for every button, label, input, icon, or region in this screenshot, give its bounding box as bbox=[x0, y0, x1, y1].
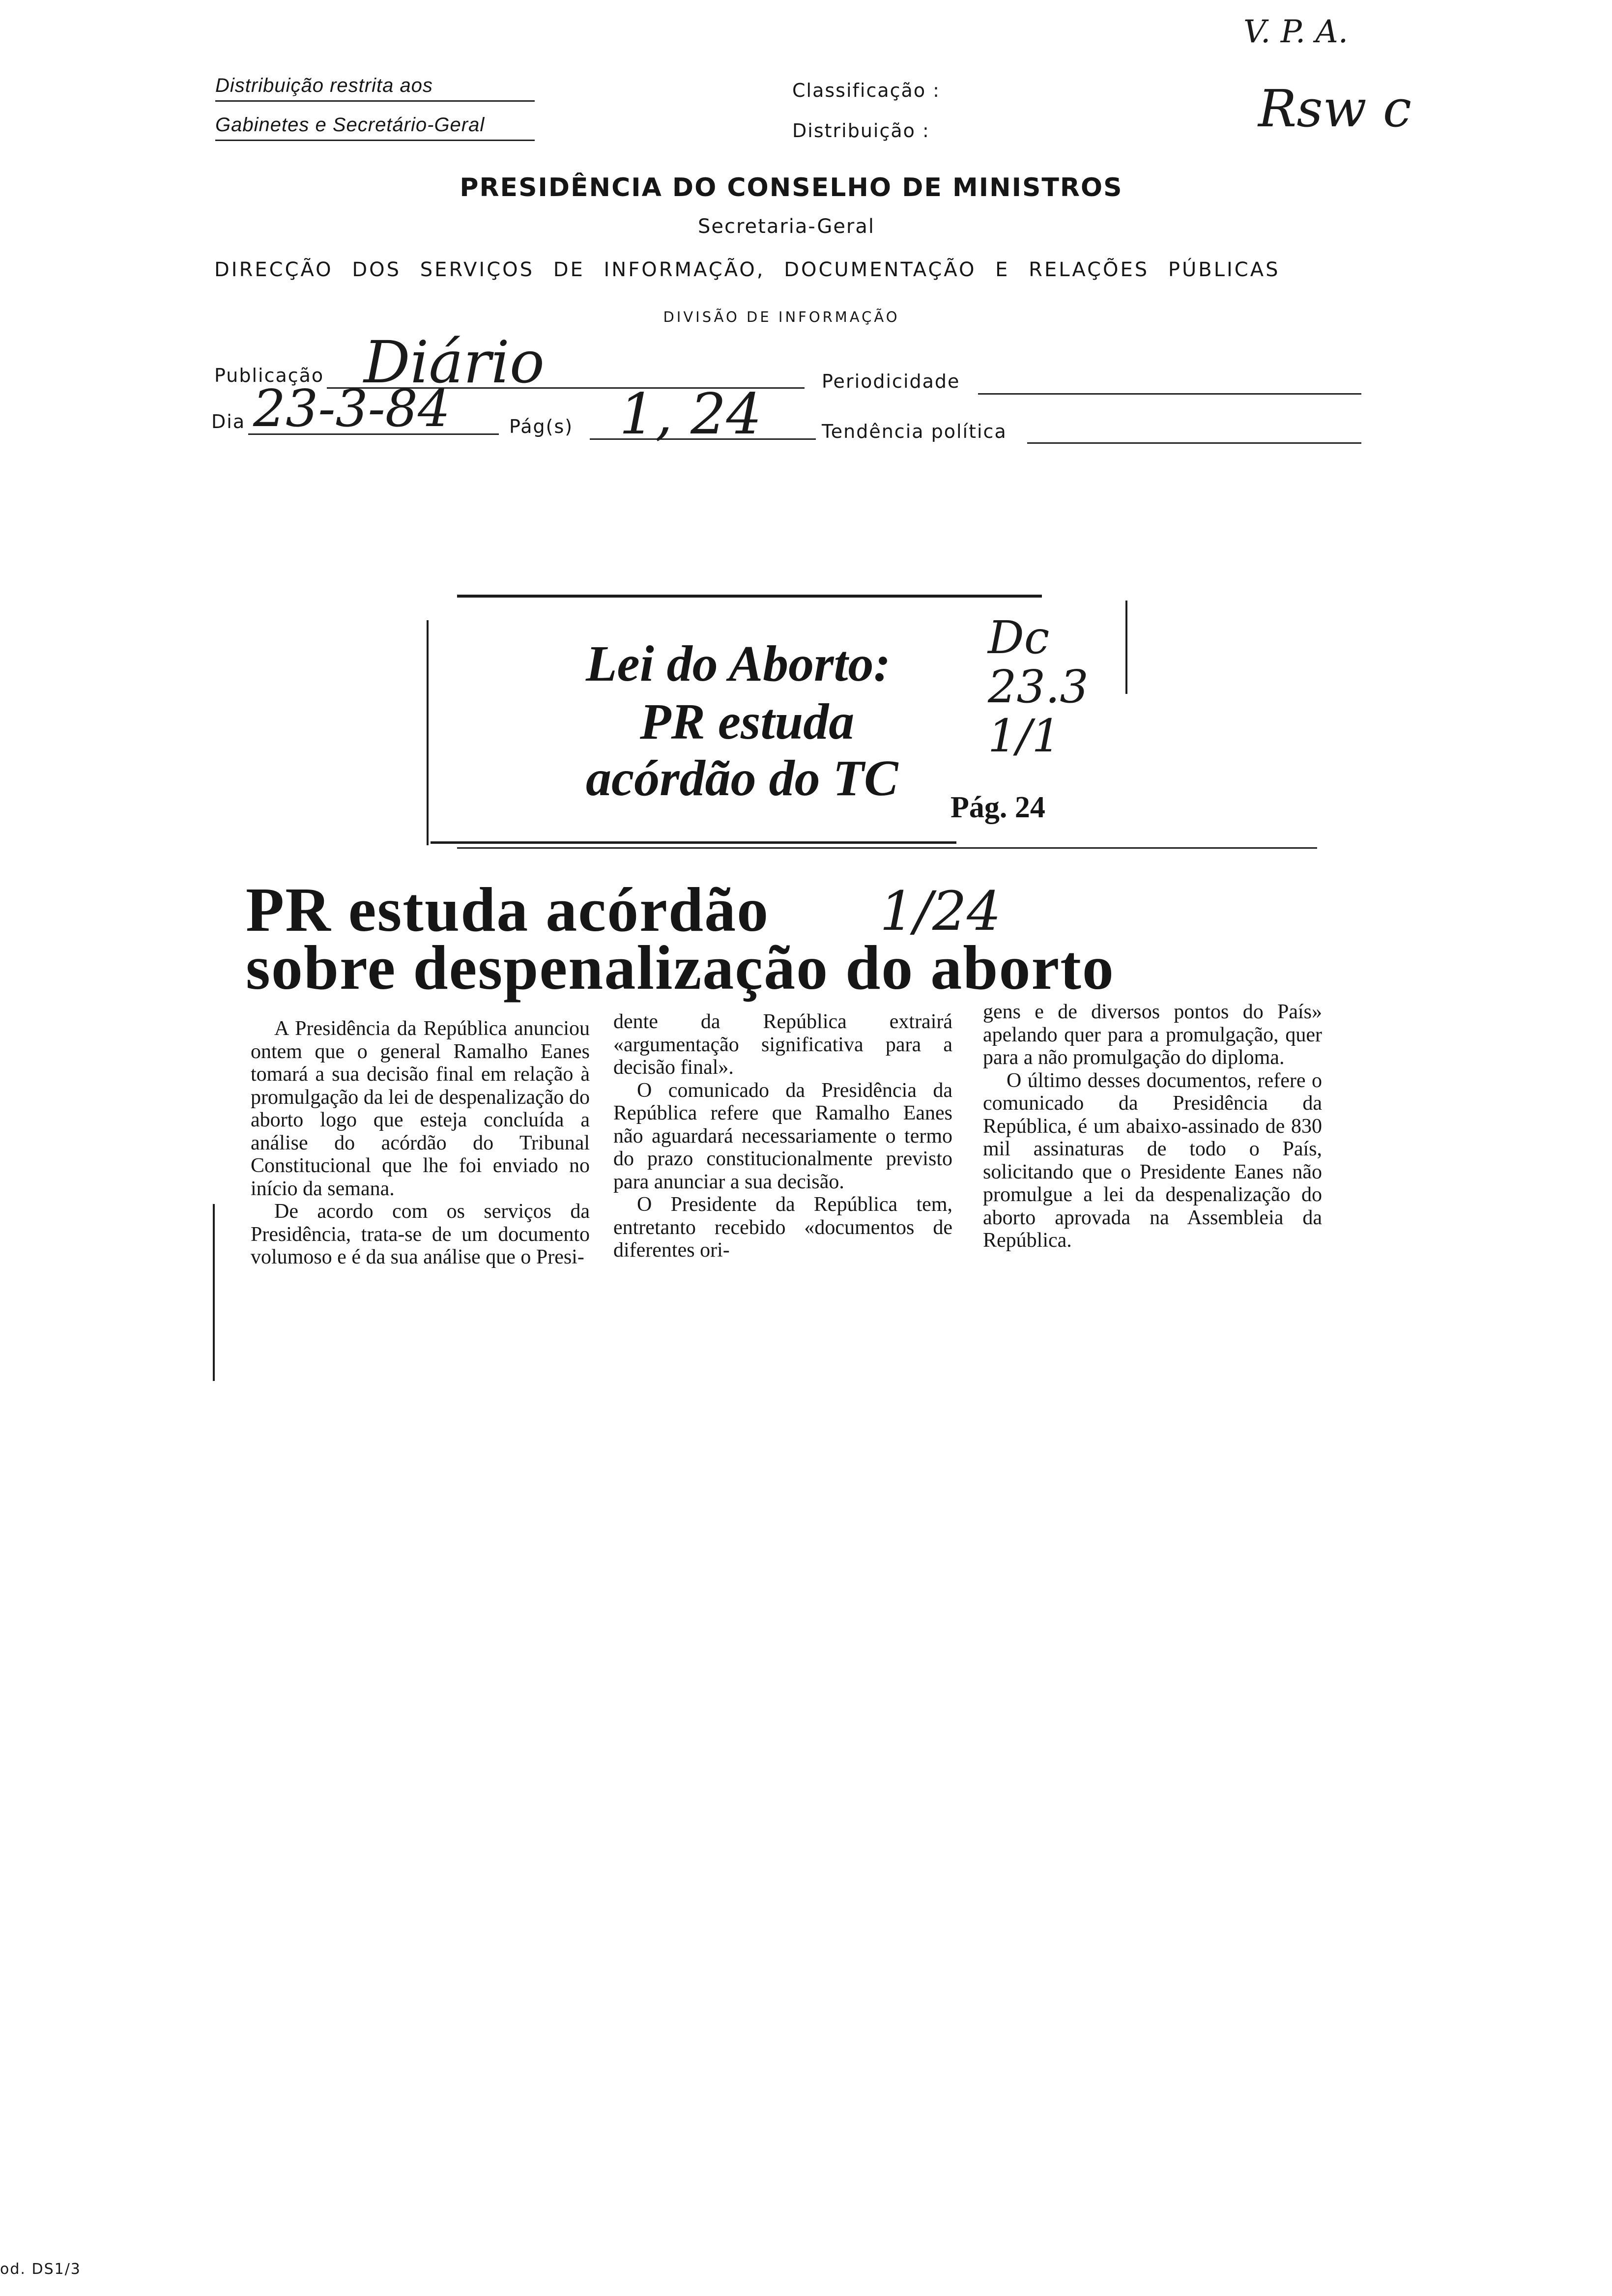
classification-label: Classificação : bbox=[792, 80, 940, 101]
handwritten-box-note: Dc 23.3 1/1 bbox=[988, 611, 1089, 762]
article-column-3 bbox=[983, 1001, 1322, 1252]
organization-title: PRESIDÊNCIA DO CONSELHO DE MINISTROS bbox=[460, 173, 1123, 202]
section-divider bbox=[457, 847, 1317, 849]
handwritten-note-reference: Rsw c bbox=[1258, 79, 1411, 139]
directorate-title: DIRECÇÃO DOS SERVIÇOS DE INFORMAÇÃO, DOCUMENTAÇÃO E RELAÇÕES PÚBLICAS bbox=[214, 258, 1280, 281]
box-title-line2: PR estuda bbox=[640, 693, 855, 750]
box-title-line1: Lei do Aborto: bbox=[586, 635, 891, 692]
article-paragraph: A Presidência da República anunciou ontem que o general Ramalho Eanes tomará a sua decisão final em relação à promulgação da lei de despenalização do aborto logo que esteja concluída a análise do acórdão do Tribunal Constitucional que lhe foi enviado no início da semana. bbox=[251, 1017, 590, 1200]
handwritten-note-top: V. P. A. bbox=[1243, 14, 1349, 50]
distribution-restriction: Distribuição restrita aos bbox=[215, 75, 433, 96]
division-title: DIVISÃO DE INFORMAÇÃO bbox=[663, 309, 900, 325]
article-headline-line1: PR estuda acórdão bbox=[246, 875, 770, 945]
secretariat-title: Secretaria-Geral bbox=[697, 215, 875, 238]
handwritten-page-note: 1/24 bbox=[880, 880, 1002, 943]
page-reference: Pág. 24 bbox=[950, 791, 1045, 824]
day-label: Dia bbox=[211, 411, 246, 432]
periodicity-line bbox=[978, 393, 1361, 395]
pages-label: Pág(s) bbox=[509, 416, 574, 437]
political-tendency-line bbox=[1027, 442, 1361, 444]
article-paragraph: O comunicado da Presidência da República refere que Ramalho Eanes não aguardará necessariamente o termo do prazo constitucionalmente previsto para anunciar a sua decisão. bbox=[613, 1079, 952, 1193]
article-paragraph: dente da República extrairá «argumentação significativa para a decisão final». bbox=[613, 1010, 952, 1079]
day-value: 23-3-84 bbox=[253, 378, 451, 438]
periodicity-label: Periodicidade bbox=[822, 371, 960, 392]
article-column-2 bbox=[613, 1010, 952, 1262]
article-paragraph: gens e de diversos pontos do País» apelando quer para a promulgação, quer para a não promulgação do diploma. bbox=[983, 1001, 1322, 1069]
divider bbox=[215, 140, 535, 141]
publication-label: Publicação bbox=[214, 365, 324, 386]
article-headline-line2: sobre despenalização do aborto bbox=[246, 933, 1115, 1003]
article-paragraph: De acordo com os serviços da Presidência, trata-se de um documento volumoso e é da sua análise que o Presi- bbox=[251, 1200, 590, 1268]
article-column-1 bbox=[251, 1017, 590, 1269]
clipping-mark bbox=[213, 1204, 215, 1381]
divider bbox=[215, 100, 535, 102]
article-paragraph: O último desses documentos, refere o comunicado da Presidência da República, é um abaixo-assinado de 830 mil assinaturas de todo o País, solicitando que o Presidente Eanes não promulgue a lei da despenalização do aborto aprovada na Assembleia da República. bbox=[983, 1069, 1322, 1252]
distribution-label: Distribuição : bbox=[792, 120, 930, 142]
publication-value: Diário bbox=[364, 328, 545, 396]
box-top-border bbox=[457, 595, 1042, 598]
box-title-line3: acórdão do TC bbox=[586, 750, 898, 806]
box-right-border bbox=[1125, 601, 1127, 694]
pages-value: 1, 24 bbox=[619, 381, 762, 447]
political-tendency-label: Tendência política bbox=[822, 421, 1007, 442]
box-left-border bbox=[427, 620, 429, 845]
box-bottom-border bbox=[431, 841, 956, 844]
form-code: od. DS1/3 bbox=[0, 2261, 81, 2278]
article-paragraph: O Presidente da República tem, entretanto recebido «documentos de diferentes ori- bbox=[613, 1193, 952, 1262]
distribution-recipients: Gabinetes e Secretário-Geral bbox=[215, 114, 485, 136]
